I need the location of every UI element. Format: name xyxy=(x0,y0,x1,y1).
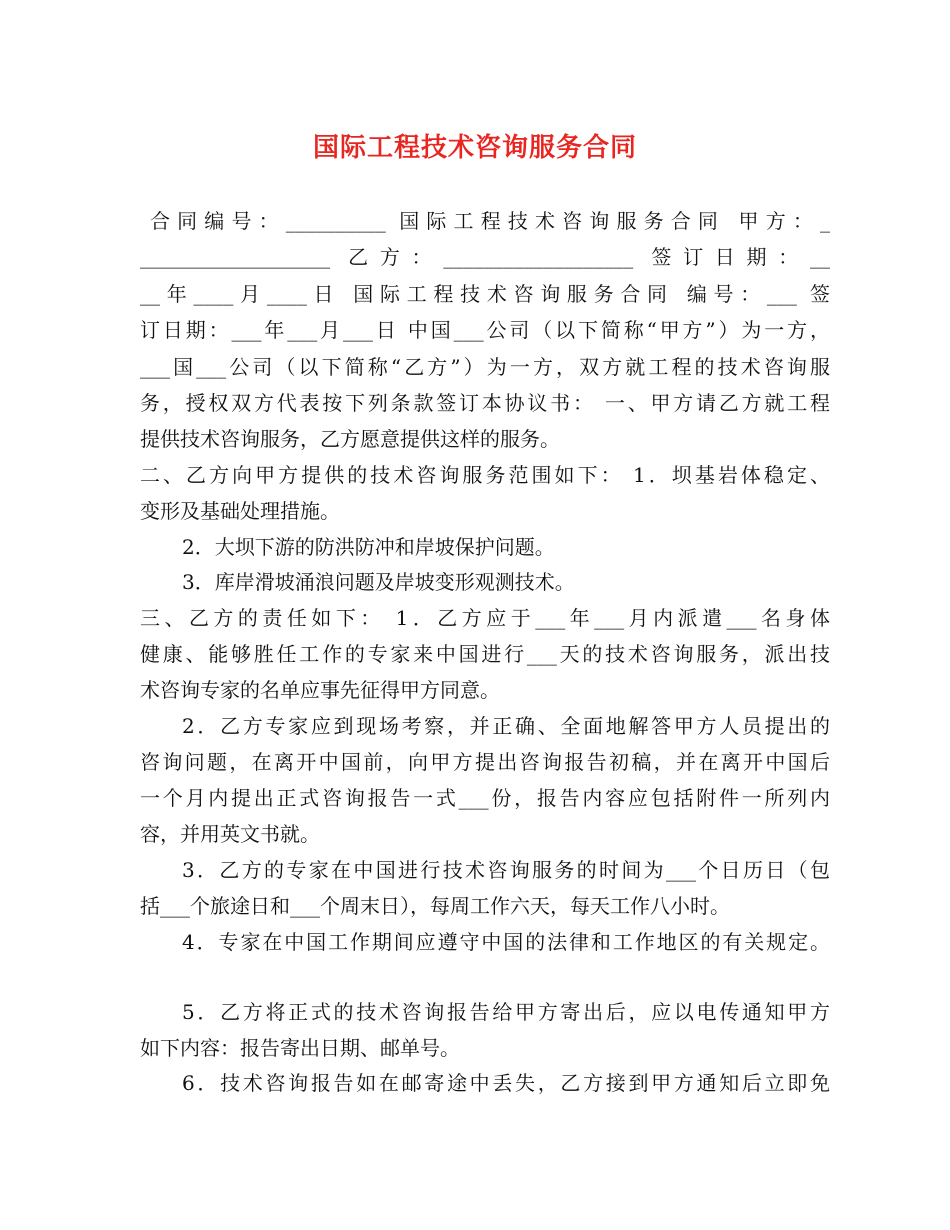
paragraph-line: 订日期：___年___月___日 中国___公司（以下简称“甲方”）为一方， xyxy=(140,318,830,342)
paragraph-line: 6．技术咨询报告如在邮寄途中丢失，乙方接到甲方通知后立即免 xyxy=(182,1071,830,1095)
paragraph-line: 务，授权双方代表按下列条款签订本协议书： 一、甲方请乙方就工程 xyxy=(140,391,830,415)
paragraph-line: 咨询问题，在离开中国前，向甲方提出咨询报告初稿，并在离开中国后 xyxy=(140,750,830,774)
document-title: 国际工程技术咨询服务合同 xyxy=(312,133,637,163)
paragraph-line: 二、乙方向甲方提供的技术咨询服务范围如下： 1．坝基岩体稳定、 xyxy=(140,463,830,487)
paragraph-line: 健康、能够胜任工作的专家来中国进行___天的技术咨询服务，派出技 xyxy=(140,642,830,666)
paragraph-line: 4．专家在中国工作期间应遵守中国的法律和工作地区的有关规定。 xyxy=(182,930,830,954)
paragraph-line: 2．大坝下游的防洪防冲和岸坡保护问题。 xyxy=(182,535,555,559)
paragraph-line: 容，并用英文书就。 xyxy=(140,822,320,846)
paragraph-line: 合同编号：__________ 国际工程技术咨询服务合同 甲方：_ xyxy=(150,209,830,233)
paragraph-line: 3．乙方的专家在中国进行技术咨询服务的时间为___个日历日（包 xyxy=(182,858,830,882)
paragraph-line: 3．库岸滑坡涌浪问题及岸坡变形观测技术。 xyxy=(182,570,575,594)
paragraph-line: ___国___公司（以下简称“乙方”）为一方，双方就工程的技术咨询服 xyxy=(140,355,830,379)
paragraph-line: 2．乙方专家应到现场考察，并正确、全面地解答甲方人员提出的 xyxy=(182,714,830,738)
paragraph-line: 一个月内提出正式咨询报告一式___份，报告内容应包括附件一所列内 xyxy=(140,786,830,810)
paragraph-line: 三、乙方的责任如下： 1．乙方应于___年___月内派遣___名身体 xyxy=(140,606,830,630)
paragraph-line: 如下内容：报告寄出日期、邮单号。 xyxy=(140,1036,460,1060)
paragraph-line: ___________________ 乙方：___________________ 签订日期：__ xyxy=(140,245,830,269)
paragraph-line: 变形及基础处理措施。 xyxy=(140,499,340,523)
paragraph-line: 术咨询专家的名单应事先征得甲方同意。 xyxy=(140,678,500,702)
paragraph-line: 括___个旅途日和___个周末日），每周工作六天，每天工作八小时。 xyxy=(140,894,730,918)
paragraph-line: 提供技术咨询服务，乙方愿意提供这样的服务。 xyxy=(140,427,560,451)
paragraph-line: __年____月____日 国际工程技术咨询服务合同 编号：___ 签 xyxy=(140,282,830,306)
paragraph-line: 5．乙方将正式的技术咨询报告给甲方寄出后，应以电传通知甲方 xyxy=(182,1000,830,1024)
